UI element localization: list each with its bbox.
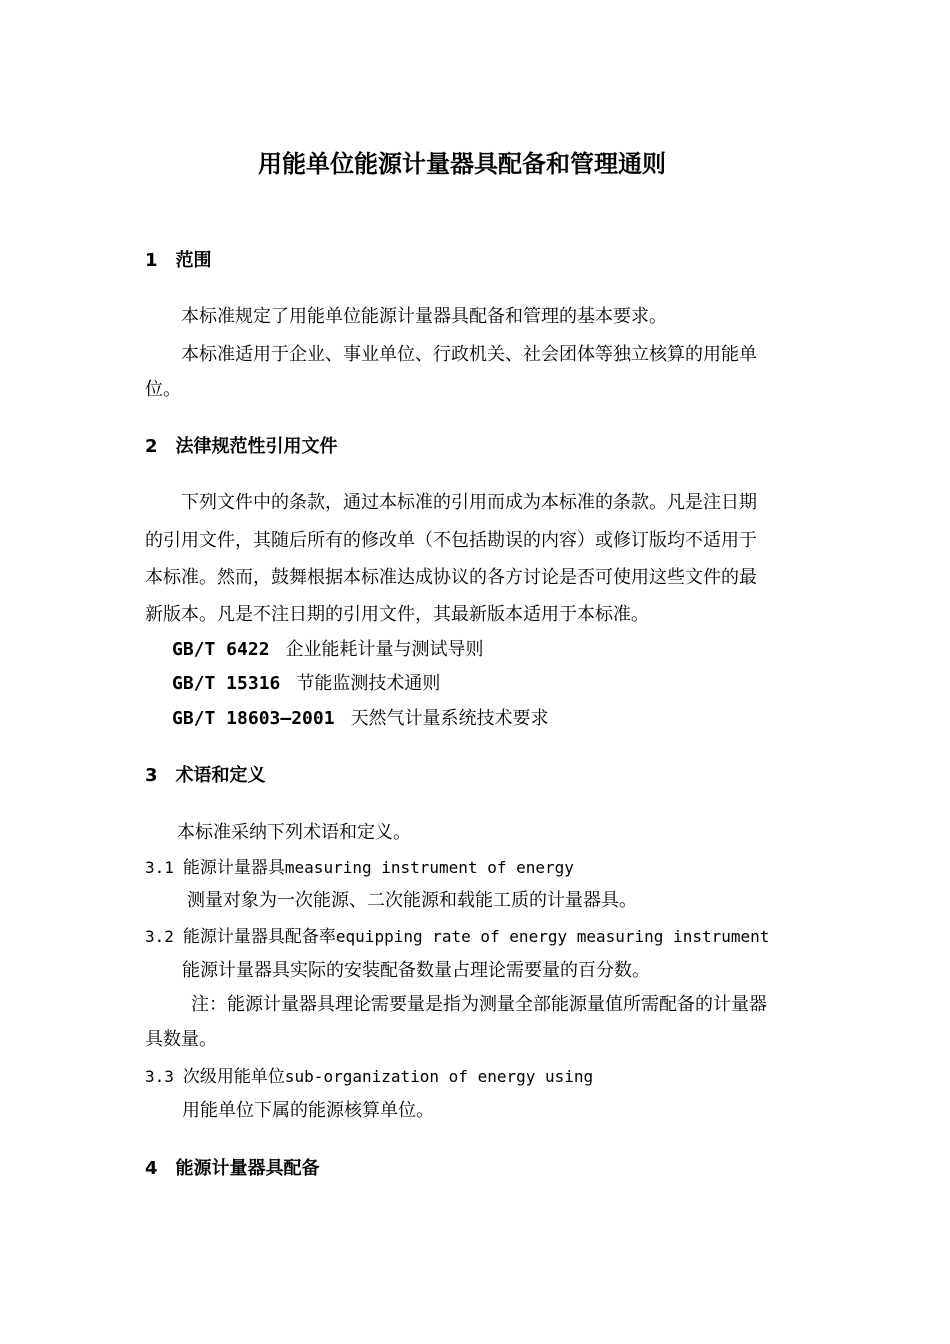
term-3-3 <box>145 1062 593 1087</box>
term-chinese: 能源计量器具 <box>182 858 285 878</box>
section-1-title: 范围 <box>175 250 212 271</box>
term-3-1 <box>145 853 574 878</box>
section-1-heading <box>145 246 212 272</box>
reference-title: 天然气计量系统技术要求 <box>350 708 549 729</box>
term-number: 3.3 <box>145 1067 174 1086</box>
document-title: 用能单位能源计量器具配备和管理通则 <box>258 150 666 178</box>
reference-title: 企业能耗计量与测试导则 <box>285 639 484 660</box>
reference-item <box>172 704 549 730</box>
term-3-2 <box>145 922 769 947</box>
section-4-title: 能源计量器具配备 <box>175 1158 320 1179</box>
section-2-paragraph-line-1: 下列文件中的条款，通过本标准的引用而成为本标准的条款。凡是注日期 <box>181 492 757 513</box>
section-1-paragraph-1: 本标准规定了用能单位能源计量器具配备和管理的基本要求。 <box>181 306 667 327</box>
term-english: sub-organization of energy using <box>284 1067 594 1086</box>
reference-code: GB/T 6422 <box>172 639 270 660</box>
section-2-paragraph-line-2: 的引用文件，其随后所有的修改单（不包括勘误的内容）或修订版均不适用于 <box>145 530 757 551</box>
section-2-heading <box>145 432 338 458</box>
section-4-number: 4 <box>145 1158 158 1179</box>
section-2-paragraph-line-4: 新版本。凡是不注日期的引用文件，其最新版本适用于本标准。 <box>145 604 649 625</box>
reference-title: 节能监测技术通则 <box>296 673 441 694</box>
section-4-heading <box>145 1154 320 1180</box>
term-chinese: 能源计量器具配备率 <box>182 927 336 947</box>
section-3-heading <box>145 761 266 787</box>
section-1-paragraph-2-line-2: 位。 <box>145 379 181 400</box>
reference-code: GB/T 18603—2001 <box>172 708 335 729</box>
term-english: measuring instrument of energy <box>284 858 574 877</box>
term-english: equipping rate of energy measuring instrument <box>335 927 770 946</box>
reference-item <box>172 669 440 695</box>
reference-item <box>172 635 484 661</box>
section-1-paragraph-2-line-1: 本标准适用于企业、事业单位、行政机关、社会团体等独立核算的用能单 <box>181 344 757 365</box>
term-3-1-definition: 测量对象为一次能源、二次能源和载能工质的计量器具。 <box>187 890 637 911</box>
term-number: 3.1 <box>145 858 174 877</box>
term-3-2-note-line-1: 注：能源计量器具理论需要量是指为测量全部能源量值所需配备的计量器 <box>191 994 767 1015</box>
section-1-number: 1 <box>145 250 158 271</box>
section-2-paragraph-line-3: 本标准。然而，鼓舞根据本标准达成协议的各方讨论是否可使用这些文件的最 <box>145 567 757 588</box>
section-3-intro: 本标准采纳下列术语和定义。 <box>177 822 411 843</box>
term-3-2-definition: 能源计量器具实际的安装配备数量占理论需要量的百分数。 <box>182 960 650 981</box>
section-2-title: 法律规范性引用文件 <box>175 436 338 457</box>
term-chinese: 次级用能单位 <box>182 1067 285 1087</box>
reference-code: GB/T 15316 <box>172 673 281 694</box>
term-3-3-definition: 用能单位下属的能源核算单位。 <box>182 1100 434 1121</box>
section-2-number: 2 <box>145 436 158 457</box>
term-number: 3.2 <box>145 927 174 946</box>
section-3-number: 3 <box>145 765 158 786</box>
section-3-title: 术语和定义 <box>175 765 266 786</box>
term-3-2-note-line-2: 具数量。 <box>145 1029 217 1050</box>
